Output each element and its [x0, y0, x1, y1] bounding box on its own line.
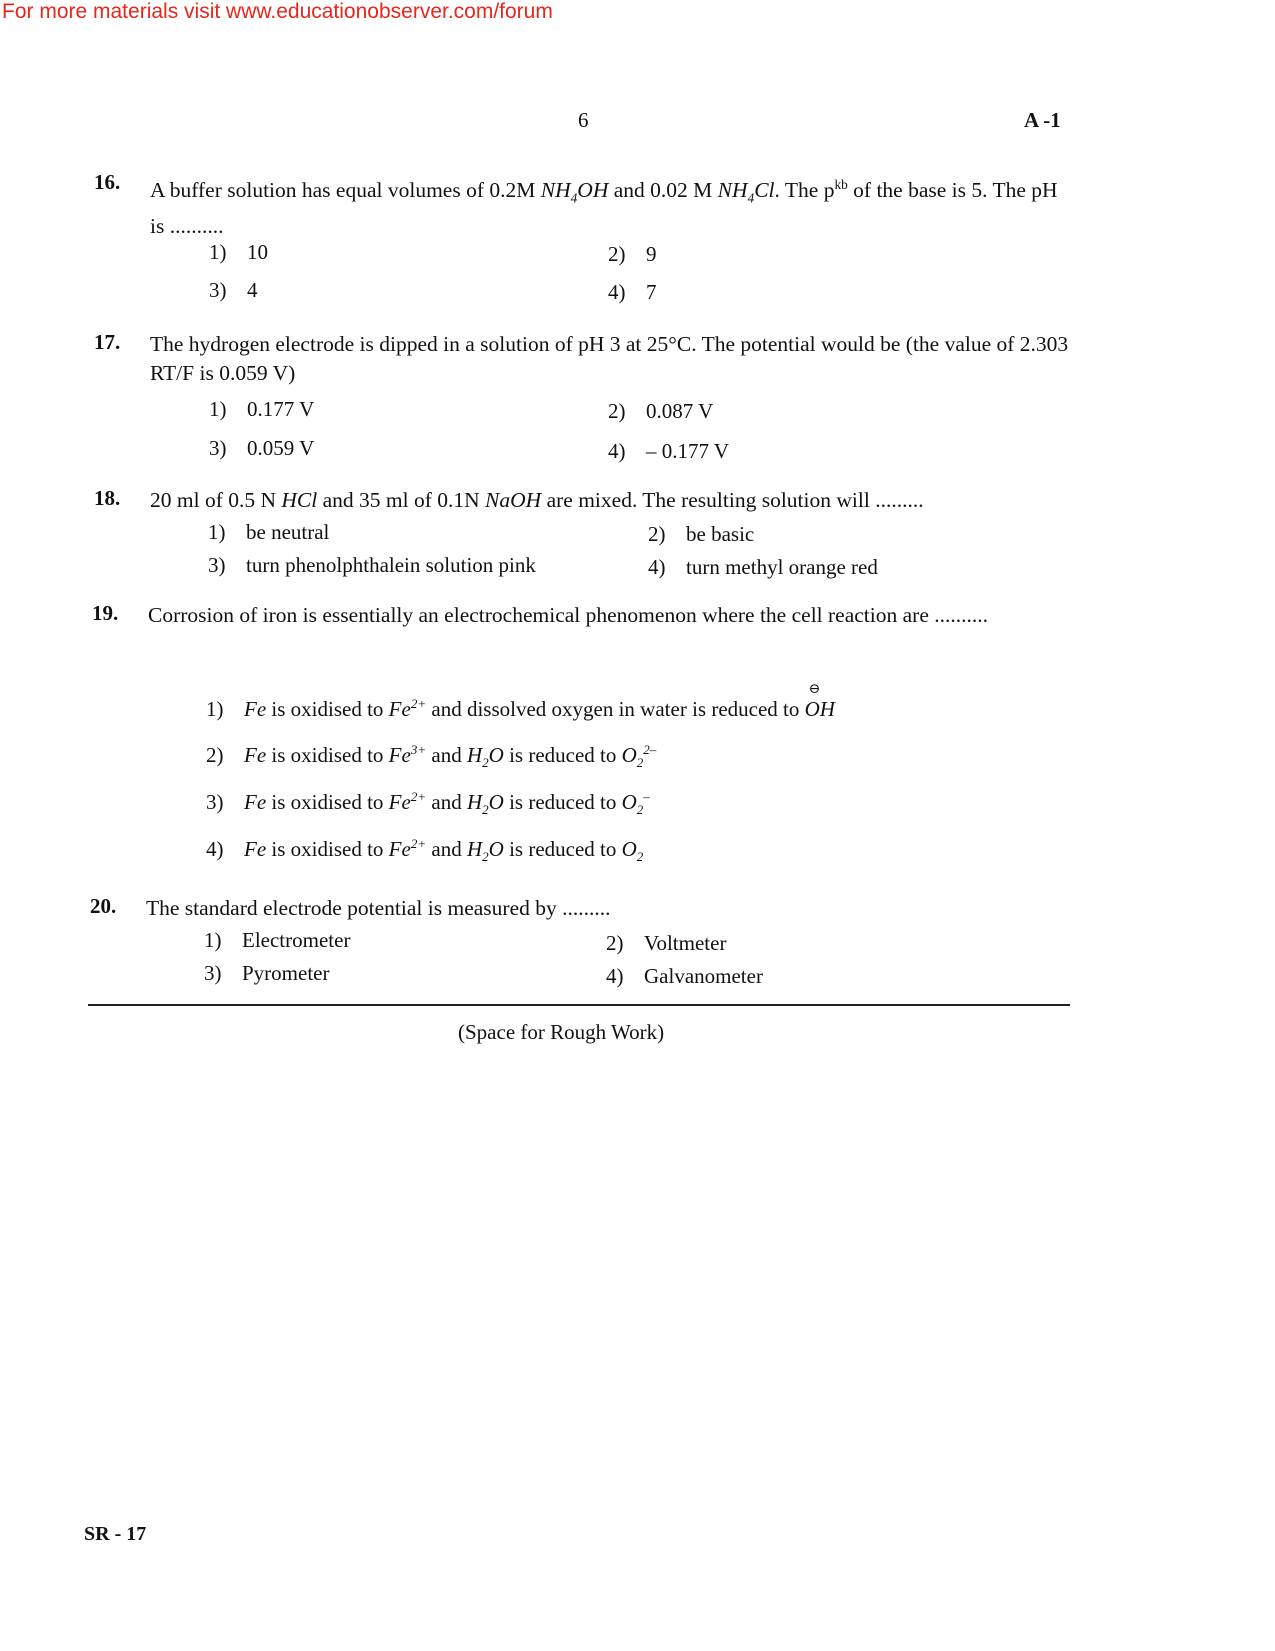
question-text-20: The standard electrode potential is measured by ......... — [146, 896, 611, 920]
option-16-2[interactable]: 2) 9 — [608, 242, 657, 266]
question-number-16: 16. — [94, 170, 121, 194]
option-19-3[interactable]: 3) Fe is oxidised to $Fe^{2+}$ and $H_2O$ is reduced to $O_2^-$ — [206, 789, 650, 818]
page-number: 6 — [578, 108, 589, 132]
option-20-4[interactable]: 4) Galvanometer — [606, 964, 763, 988]
question-number-18: 18. — [94, 486, 121, 510]
option-18-2[interactable]: 2) be basic — [648, 522, 755, 546]
option-18-3[interactable]: 3) turn phenolphthalein solution pink — [208, 553, 536, 577]
question-number-19: 19. — [92, 601, 119, 625]
question-number-17: 17. — [94, 330, 121, 354]
option-16-4[interactable]: 4) 7 — [608, 280, 657, 304]
question-text-19: Corrosion of iron is essentially an electrochemical phenomenon where the cell reaction are .......... — [148, 603, 988, 627]
option-19-1[interactable]: 1) Fe is oxidised to $Fe^{2+}$ and dissolved oxygen in water is reduced to ⊖ OH — [206, 682, 835, 721]
option-18-4[interactable]: 4) turn methyl orange red — [648, 555, 878, 579]
footer-code: SR - 17 — [84, 1523, 147, 1545]
option-20-3[interactable]: 3) Pyrometer — [204, 961, 330, 985]
question-number-20: 20. — [90, 894, 117, 918]
option-17-1[interactable]: 1) 0.177 V — [209, 397, 315, 421]
option-19-4[interactable]: 4) Fe is oxidised to $Fe^{2+}$ and $H_2O$ is reduced to $O_2$ — [206, 836, 644, 865]
option-16-3[interactable]: 3) 4 — [209, 278, 258, 302]
option-18-1[interactable]: 1) be neutral — [208, 520, 330, 544]
question-text-17: The hydrogen electrode is dipped in a solution of pH 3 at 25°C. The potential would be (the value of 2.303 RT/F is 0.059 V) — [150, 332, 1069, 385]
question-text-18: 20 ml of 0.5 N HCl and 35 ml of 0.1N NaOH are mixed. The resulting solution will ......... — [150, 488, 924, 512]
option-17-2[interactable]: 2) 0.087 V — [608, 399, 714, 423]
paper-code: A -1 — [1024, 108, 1061, 132]
option-20-2[interactable]: 2) Voltmeter — [606, 931, 727, 955]
question-text-16: A buffer solution has equal volumes of 0.2M $NH_4OH$ and 0.02 M $NH_4Cl$. The $p^{kb}$ of the base is 5. The pH is .......... — [150, 177, 1058, 239]
option-16-1[interactable]: 1) 10 — [209, 240, 268, 264]
option-20-1[interactable]: 1) Electrometer — [204, 928, 351, 952]
option-17-3[interactable]: 3) 0.059 V — [209, 436, 315, 460]
source-link[interactable]: For more materials visit www.educationobserver.com/forum — [2, 0, 553, 23]
option-17-4[interactable]: 4) – 0.177 V — [608, 439, 730, 463]
rough-work-label: (Space for Rough Work) — [458, 1020, 665, 1044]
minus-circle-icon: ⊖ — [808, 682, 821, 697]
section-divider — [88, 1004, 1070, 1006]
option-19-2[interactable]: 2) Fe is oxidised to $Fe^{3+}$ and $H_2O$ is reduced to $O_2^{2-}$ — [206, 742, 657, 771]
